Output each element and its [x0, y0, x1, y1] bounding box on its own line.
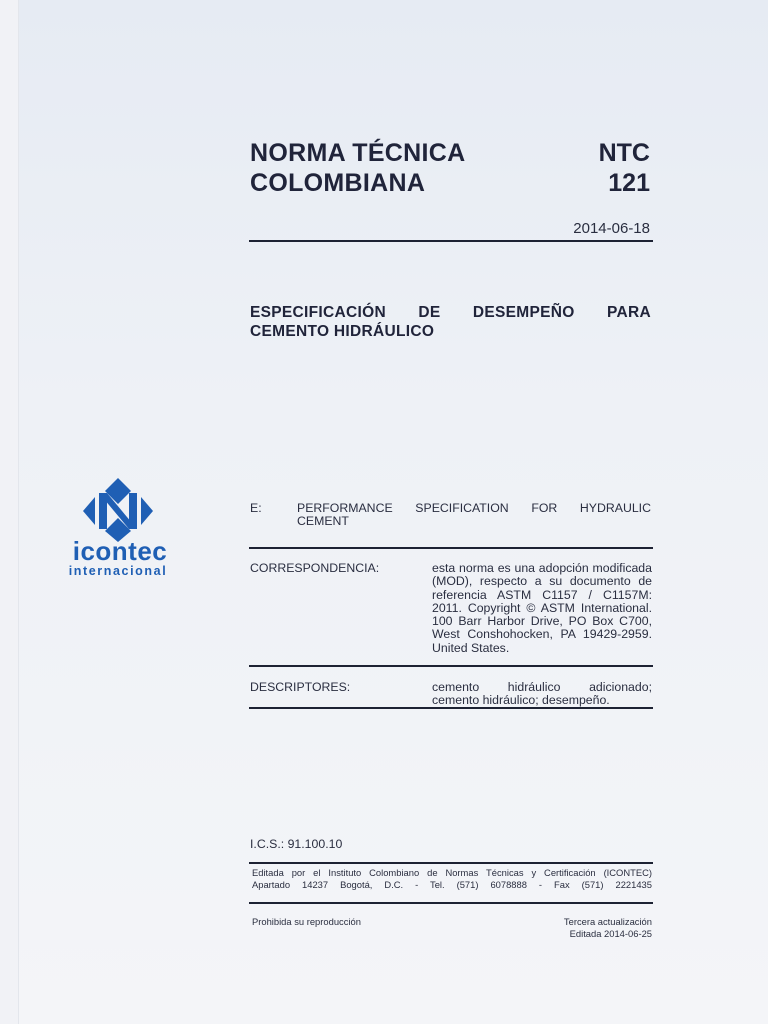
subject-line-2: CEMENTO HIDRÁULICO: [250, 323, 435, 340]
descriptores-divider: [249, 707, 653, 709]
english-title-line-2: CEMENT: [297, 514, 349, 529]
title-line-2: COLOMBIANA: [250, 169, 426, 197]
document-title: [250, 138, 550, 198]
icontec-emblem-icon: [58, 478, 178, 542]
correspondencia-text: esta norma es una adopción modificada (MOD), respecto a su documento de referencia ASTM C1157 / C1157M: 2011. Copyright © ASTM International. 100 Barr Harbor Drive, PO Box C700, West Conshohocken, PA 19429-2959. United States.: [432, 561, 652, 655]
icontec-logo: [58, 478, 178, 588]
document-date: 2014-06-18: [573, 220, 650, 237]
ics-code: I.C.S.: 91.100.10: [250, 837, 343, 851]
publisher-line-1: Editada por el Instituto Colombiano de Normas Técnicas y Certificación (ICONTEC): [252, 867, 652, 878]
publisher-info: [252, 867, 652, 890]
edition-info: [500, 916, 652, 939]
descriptores-label: DESCRIPTORES:: [250, 680, 351, 694]
english-title-divider: [249, 547, 653, 549]
english-title-line-1: PERFORMANCE SPECIFICATION FOR HYDRAULIC: [297, 501, 651, 515]
reproduction-notice: Prohibida su reproducción: [252, 916, 361, 927]
english-title: [297, 502, 651, 529]
ics-divider: [249, 862, 653, 864]
title-line-1: NORMA TÉCNICA: [250, 139, 466, 167]
code-prefix: NTC: [598, 139, 650, 167]
logo-wordmark: icontec: [72, 536, 168, 566]
header-divider: [249, 240, 653, 242]
logo-subtitle: internacional: [68, 564, 168, 578]
publisher-line-2: Apartado 14237 Bogotá, D.C. - Tel. (571) 6078888 - Fax (571) 2221435: [252, 878, 652, 890]
subject-line-1: ESPECIFICACIÓN DE DESEMPEÑO PARA: [250, 304, 651, 321]
update-number: Tercera actualización: [563, 916, 652, 927]
standard-code: [540, 138, 650, 198]
subject-title: [250, 303, 651, 341]
publisher-divider: [249, 902, 653, 904]
code-number: 121: [608, 169, 650, 197]
edition-date: Editada 2014-06-25: [569, 927, 652, 939]
english-title-label: E:: [250, 501, 262, 515]
correspondencia-label: CORRESPONDENCIA:: [250, 561, 380, 575]
correspondencia-divider: [249, 665, 653, 667]
descriptores-text: cemento hidráulico adicionado; cemento hidráulico; desempeño.: [432, 680, 652, 708]
